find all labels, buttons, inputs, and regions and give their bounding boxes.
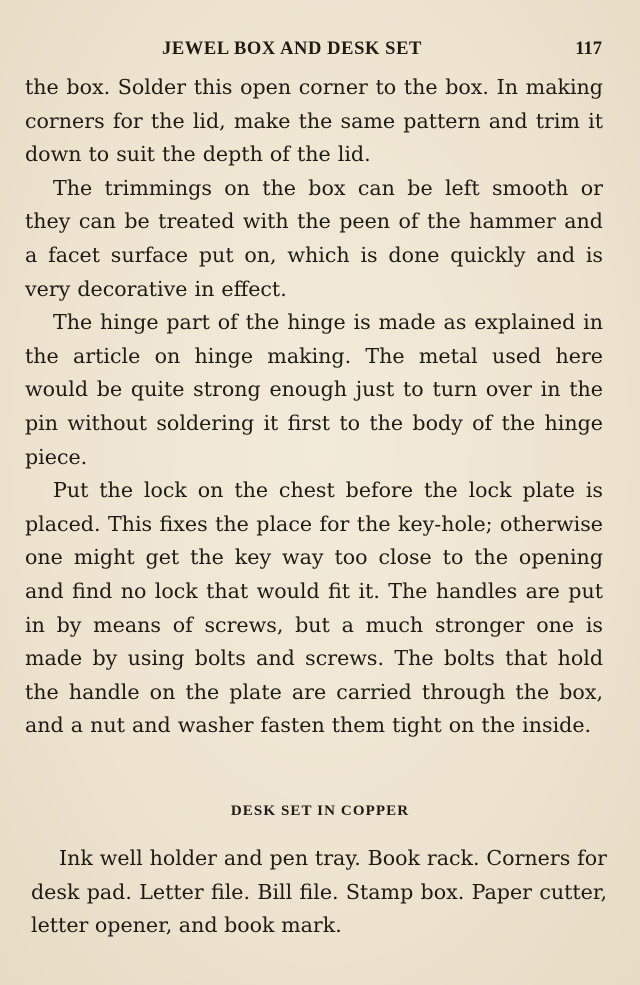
paragraph-4: Put the lock on the chest before the lock plate is placed. This fixes the place for the key-hole; otherwise one might get the key way too close to the opening and find no lock that would fit it. The handles are put in by means of screws, but a much stronger one is made by using bolts and screws. The bolts that hold the handle on the plate are carried through the box, and a nut and washer fasten them tight on the inside. <box>25 478 603 738</box>
page-header <box>0 34 640 64</box>
paragraph-2: The trimmings on the box can be left smooth or they can be treated with the peen of the hammer and a facet surface put on, which is done quickly and is very decorative in effect. <box>25 175 603 301</box>
body-text <box>25 71 603 743</box>
section-paragraph: Ink well holder and pen tray. Book rack. Corners for desk pad. Letter file. Bill file. Stamp box. Paper cutter, letter opener, and book mark. <box>31 846 607 938</box>
page-number: 117 <box>575 39 602 59</box>
section-body <box>31 842 607 943</box>
section-heading: DESK SET IN COPPER <box>230 803 410 819</box>
paragraph-3: The hinge part of the hinge is made as explained in the article on hinge making. The metal used here would be quite strong enough just to turn over in the pin without soldering it first to the body of the hinge piece. <box>25 310 603 469</box>
paragraph-1: the box. Solder this open corner to the box. In making corners for the lid, make the same pattern and trim it down to suit the depth of the lid. <box>25 75 603 167</box>
running-head: JEWEL BOX AND DESK SET <box>162 39 422 59</box>
